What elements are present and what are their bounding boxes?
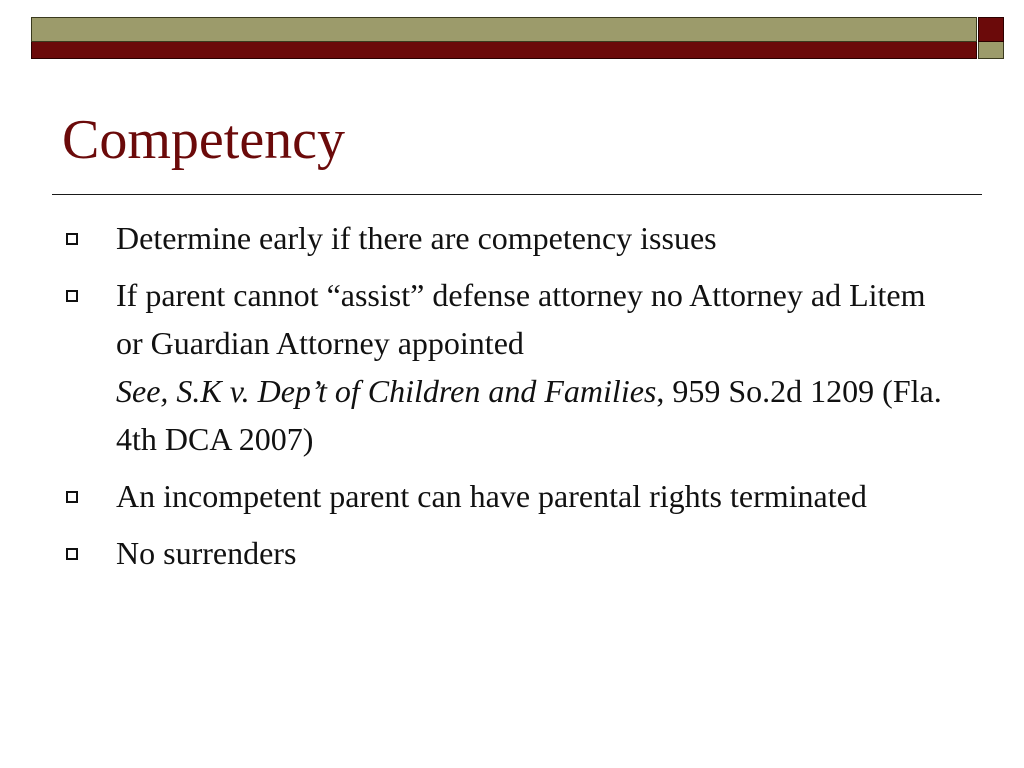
- bullet-list: [66, 214, 946, 586]
- bullet-text: An incompetent parent can have parental rights terminated: [116, 478, 867, 514]
- header-square-maroon: [978, 17, 1004, 42]
- case-citation-name: See, S.K v. Dep’t of Children and Families: [116, 373, 657, 409]
- hollow-square-bullet-icon: [66, 548, 78, 560]
- bullet-item: [66, 271, 946, 463]
- bullet-text: If parent cannot “assist” defense attorney no Attorney ad Litem or Guardian Attorney appointed: [116, 277, 926, 361]
- header-bar-maroon: [31, 42, 977, 59]
- bullet-item: [66, 472, 946, 520]
- hollow-square-bullet-icon: [66, 491, 78, 503]
- header-square-olive: [978, 42, 1004, 59]
- bullet-item: [66, 529, 946, 577]
- bullet-text: No surrenders: [116, 535, 297, 571]
- title-divider: [52, 194, 982, 195]
- header-bar-olive: [31, 17, 977, 42]
- bullet-text: Determine early if there are competency issues: [116, 220, 717, 256]
- hollow-square-bullet-icon: [66, 233, 78, 245]
- bullet-item: [66, 214, 946, 262]
- slide-title: Competency: [62, 109, 346, 171]
- hollow-square-bullet-icon: [66, 290, 78, 302]
- case-citation-reference: , 959 So.2d 1209 (Fla. 4th DCA 2007): [116, 373, 942, 457]
